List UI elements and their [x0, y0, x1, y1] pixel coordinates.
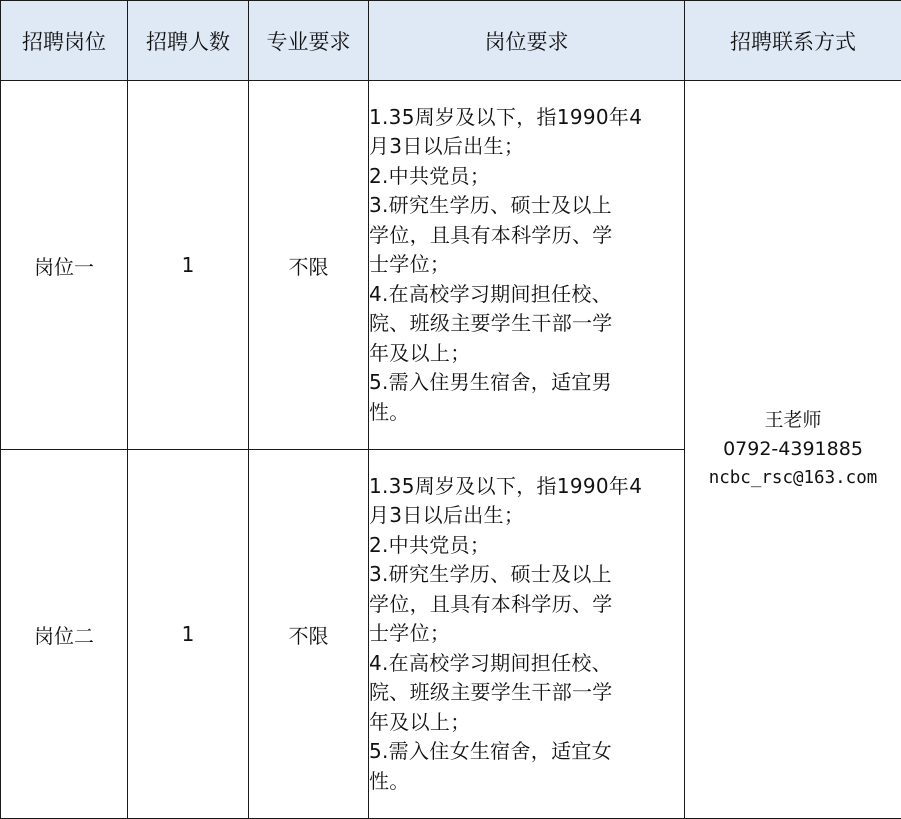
requirement-line: 院、班级主要学生干部一学	[369, 309, 684, 339]
table-row	[1, 81, 901, 450]
requirement-line: 4.在高校学习期间担任校、	[369, 649, 684, 679]
requirement-line: 学位，且具有本科学历、学	[369, 590, 684, 620]
position-cell: 岗位一	[1, 81, 128, 450]
requirement-line: 月3日以后出生；	[369, 501, 684, 531]
requirement-line: 月3日以后出生；	[369, 132, 684, 162]
requirement-line: 5.需入住女生宿舍，适宜女	[369, 737, 684, 767]
contact-phone: 0792-4391885	[685, 435, 901, 464]
requirement-line: 1.35周岁及以下，指1990年4	[369, 472, 684, 502]
header-major: 专业要求	[249, 1, 369, 81]
requirement-line: 5.需入住男生宿舍，适宜男	[369, 368, 684, 398]
requirement-line: 4.在高校学习期间担任校、	[369, 280, 684, 310]
requirements-cell	[369, 81, 685, 450]
header-count: 招聘人数	[128, 1, 249, 81]
requirement-line: 士学位；	[369, 619, 684, 649]
requirement-line: 1.35周岁及以下，指1990年4	[369, 103, 684, 133]
major-cell: 不限	[249, 450, 369, 819]
requirement-line: 性。	[369, 398, 684, 428]
contact-name: 王老师	[685, 406, 901, 435]
requirement-line: 士学位；	[369, 250, 684, 280]
requirement-line: 2.中共党员；	[369, 162, 684, 192]
requirement-line: 院、班级主要学生干部一学	[369, 678, 684, 708]
header-requirements: 岗位要求	[369, 1, 685, 81]
requirement-line: 性。	[369, 767, 684, 797]
count-cell: 1	[128, 81, 249, 450]
requirement-line: 2.中共党员；	[369, 531, 684, 561]
major-cell: 不限	[249, 81, 369, 450]
requirements-cell	[369, 450, 685, 819]
requirement-line: 3.研究生学历、硕士及以上	[369, 560, 684, 590]
requirement-line: 学位，且具有本科学历、学	[369, 221, 684, 251]
count-cell: 1	[128, 450, 249, 819]
requirement-line: 年及以上；	[369, 339, 684, 369]
requirement-line: 年及以上；	[369, 708, 684, 738]
table-header-row	[1, 1, 901, 81]
position-cell: 岗位二	[1, 450, 128, 819]
header-position: 招聘岗位	[1, 1, 128, 81]
contact-cell	[685, 81, 901, 819]
requirement-line: 3.研究生学历、硕士及以上	[369, 191, 684, 221]
contact-email: ncbc_rsc@163.com	[685, 464, 901, 493]
header-contact: 招聘联系方式	[685, 1, 901, 81]
